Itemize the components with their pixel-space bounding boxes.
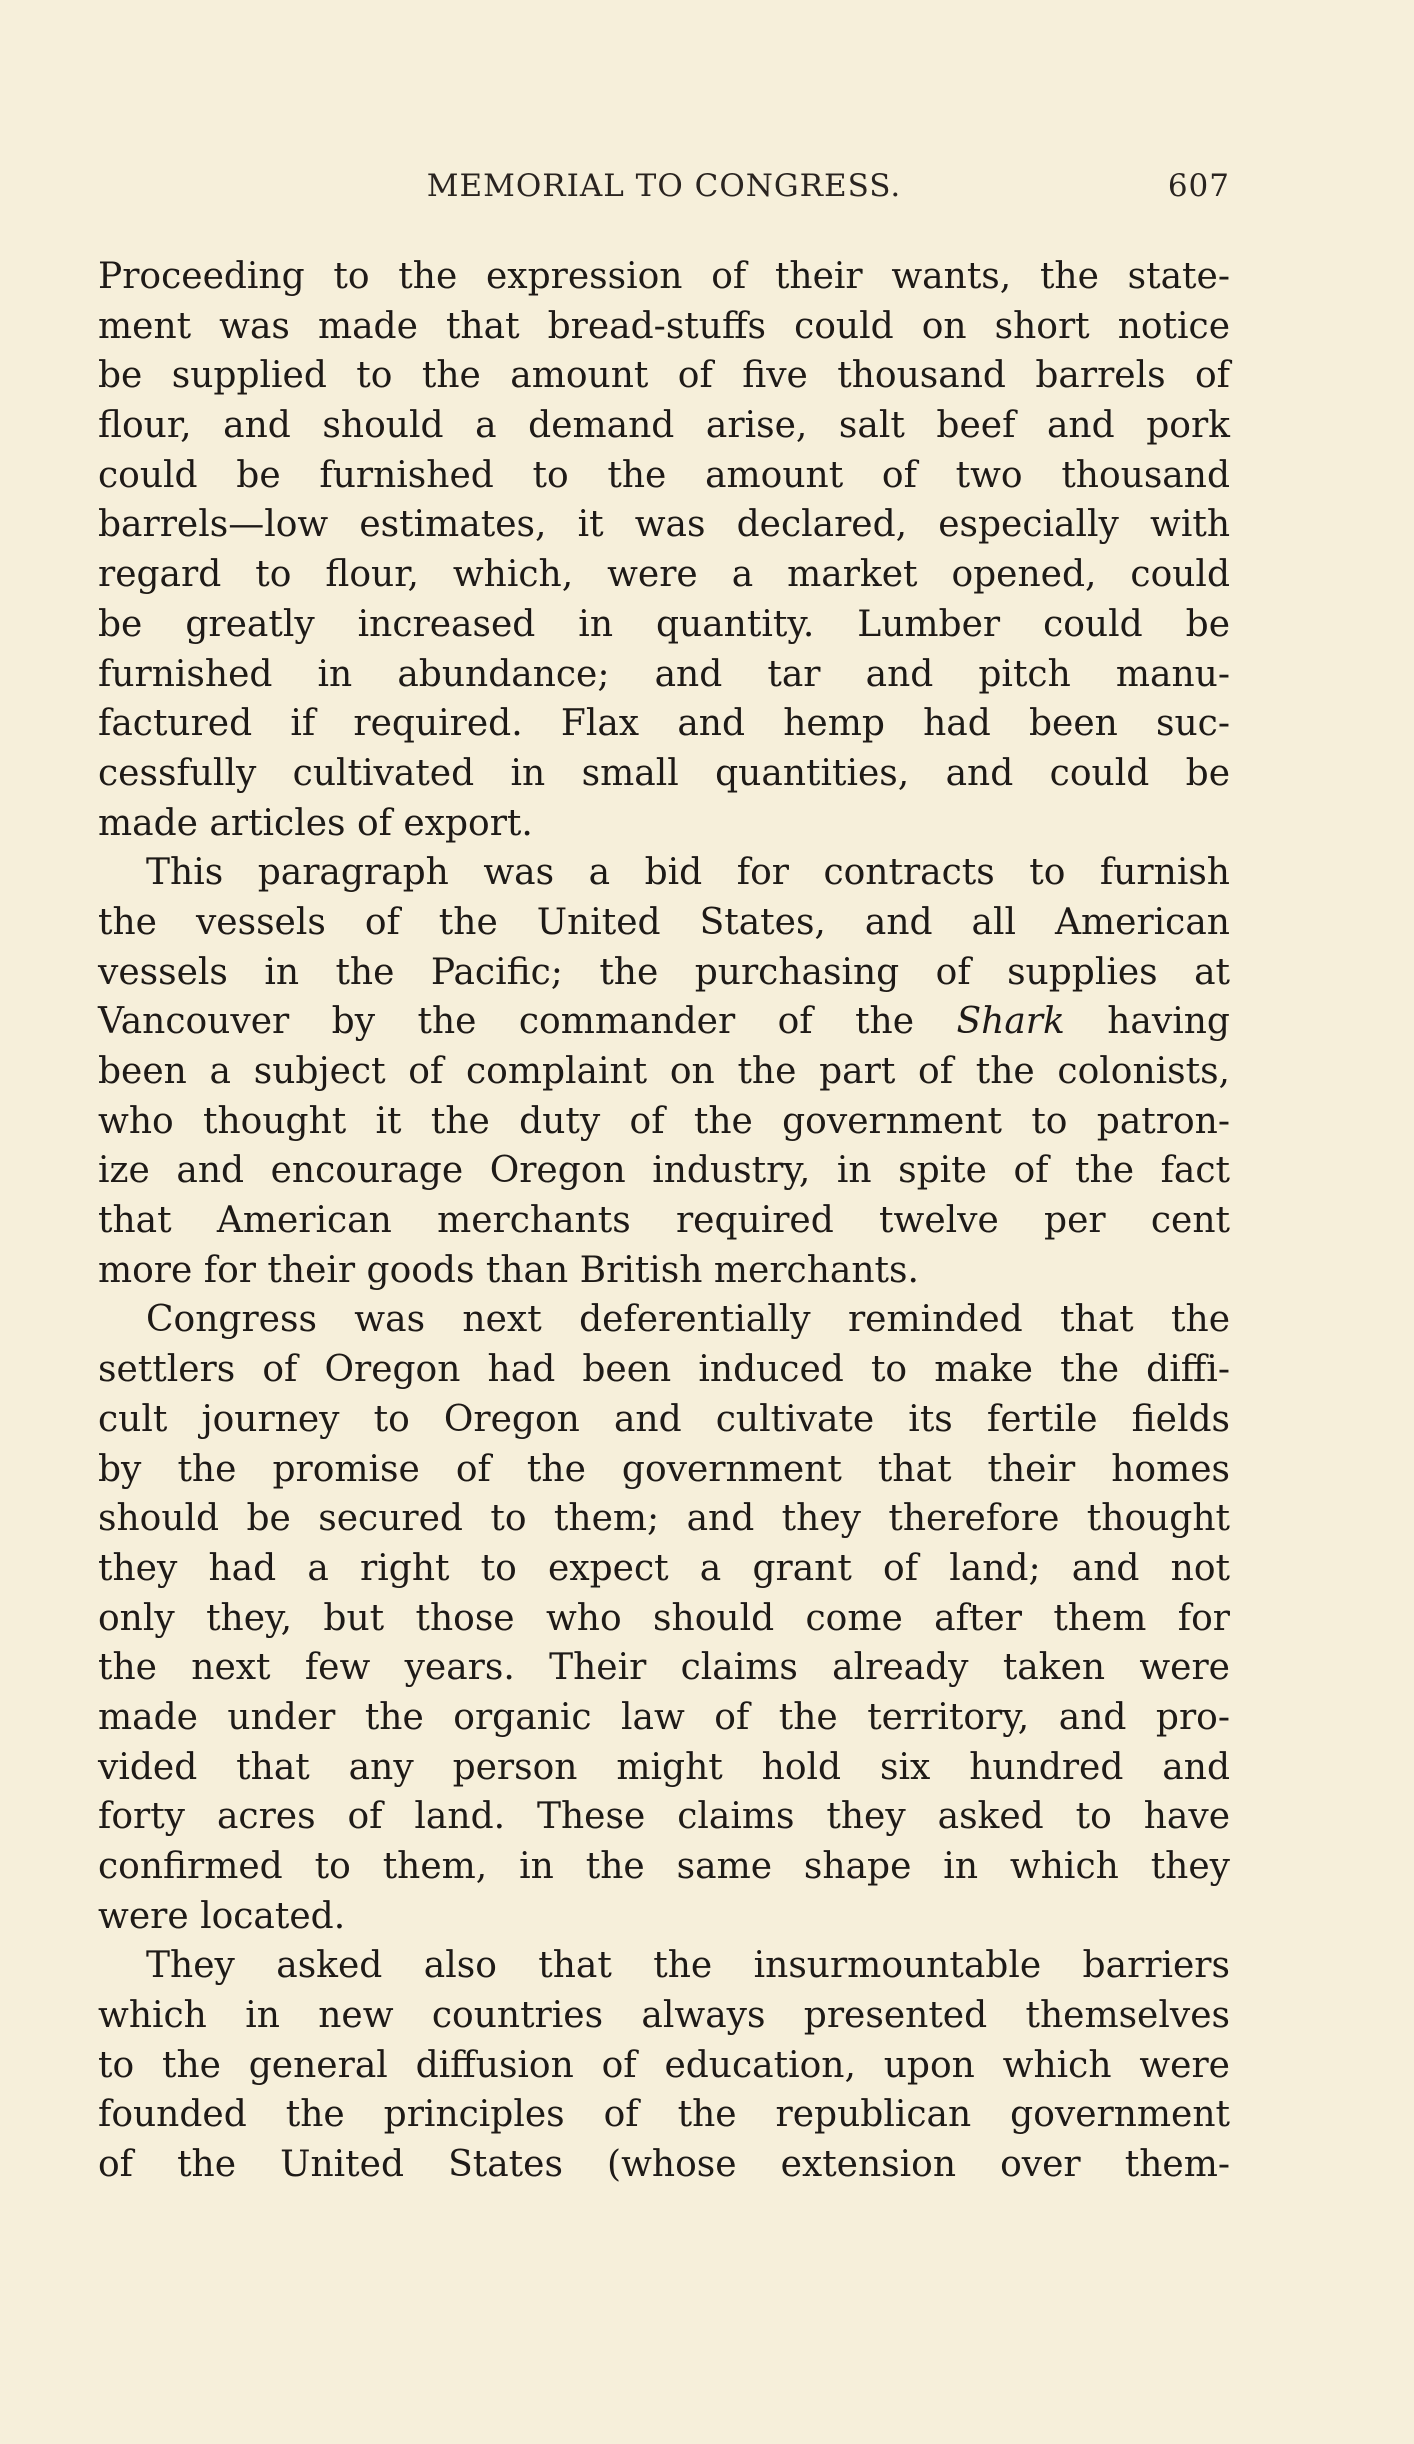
paragraph-3 [98, 1295, 1230, 1941]
text-line: they had a right to expect a grant of land; and not [98, 1547, 1230, 1589]
text-line: to the general diffusion of education, upon which were [98, 2044, 1230, 2086]
text-line: been a subject of complaint on the part of the colonists, [98, 1051, 1230, 1092]
running-title: MEMORIAL TO CONGRESS. [426, 168, 902, 204]
text-line: cessfully cultivated in small quantities, and could be [98, 752, 1230, 794]
text-line: furnished in abundance; and tar and pitch manu- [98, 653, 1230, 695]
text-line: regard to flour, which, were a market opened, could [98, 554, 1230, 596]
text-line: settlers of Oregon had been induced to make the diffi- [98, 1349, 1230, 1391]
text-line-with-ship-name [98, 997, 1230, 1047]
text-line: ize and encourage Oregon industry, in spite of the fact [98, 1150, 1230, 1192]
text-line: Proceeding to the expression of their wants, the state- [98, 256, 1230, 297]
text-line: cult journey to Oregon and cultivate its fertile fields [98, 1398, 1230, 1440]
text-line: more for their goods than British merchants. [98, 1249, 919, 1291]
text-line: vided that any person might hold six hundred and [98, 1746, 1230, 1788]
text-line: founded the principles of the republican government [98, 2094, 1230, 2136]
text-line: This paragraph was a bid for contracts to furnish [146, 852, 1230, 894]
text-line: barrels—low estimates, it was declared, especially with [98, 504, 1230, 546]
text-line: the next few years. Their claims already taken were [98, 1647, 1230, 1689]
text-line: the vessels of the United States, and all American [98, 901, 1230, 943]
text-line: only they, but those who should come after them for [98, 1597, 1230, 1639]
page-number: 607 [1167, 168, 1230, 204]
text-line: that American merchants required twelve per cent [98, 1200, 1230, 1242]
text-line: confirmed to them, in the same shape in which they [98, 1846, 1230, 1887]
text-segment: having [1064, 1001, 1230, 1043]
text-line: vessels in the Pacific; the purchasing of supplies at [98, 951, 1230, 993]
paragraph-2 [98, 848, 1230, 1295]
ship-name: Shark [956, 1001, 1065, 1043]
text-line: of the United States (whose extension over them- [98, 2144, 1230, 2186]
text-segment: Vancouver by the commander of the [98, 1001, 957, 1043]
text-line: Congress was next deferentially reminded that the [146, 1299, 1230, 1341]
text-line: by the promise of the government that their homes [98, 1448, 1230, 1490]
text-line: be supplied to the amount of five thousand barrels of [98, 355, 1230, 397]
text-line: be greatly increased in quantity. Lumber could be [98, 603, 1230, 645]
paragraph-4 [98, 1941, 1230, 2189]
text-line: flour, and should a demand arise, salt beef and pork [98, 405, 1230, 447]
text-line: who thought it the duty of the government to patron- [98, 1100, 1230, 1142]
running-head [98, 168, 1230, 216]
text-line: forty acres of land. These claims they asked to have [98, 1796, 1230, 1838]
text-line: made articles of export. [98, 802, 533, 844]
text-line: could be furnished to the amount of two thousand [98, 454, 1230, 496]
paragraph-1 [98, 252, 1230, 848]
text-line: which in new countries always presented themselves [98, 1995, 1230, 2037]
text-line: factured if required. Flax and hemp had been suc- [98, 703, 1230, 745]
text-line: made under the organic law of the territory, and pro- [98, 1696, 1230, 1738]
body-text [98, 252, 1230, 2190]
text-line: should be secured to them; and they therefore thought [98, 1498, 1230, 1540]
text-line: ment was made that bread-stuffs could on short notice [98, 305, 1230, 347]
text-line: were located. [98, 1895, 346, 1937]
text-line: They asked also that the insurmountable barriers [146, 1945, 1230, 1987]
